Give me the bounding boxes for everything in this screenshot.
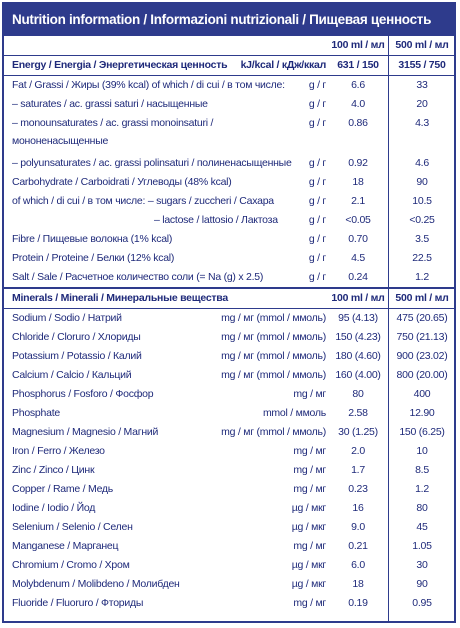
nutrient-name: Carbohydrate / Carboidrati / Углеводы (48% kcal): [12, 176, 232, 188]
value-500ml: 8.5: [415, 464, 429, 476]
value-100ml: 180 (4.60): [335, 350, 381, 362]
nutrient-name: – saturates / ac. grassi saturi / насыщенные: [12, 98, 208, 110]
nutrient-name: Iodine / Iodio / Йод: [12, 502, 96, 514]
table-row: [4, 575, 454, 594]
value-500ml: 33: [416, 79, 428, 91]
energy-table: [4, 56, 454, 287]
nutrient-unit: mg / мг: [293, 483, 326, 495]
value-500ml: 475 (20.65): [396, 312, 448, 324]
value-100ml: 0.70: [348, 233, 368, 245]
value-100ml: 0.19: [348, 597, 368, 609]
value-100ml: 2.0: [351, 445, 365, 457]
table-row: [4, 556, 454, 575]
nutrient-unit: g / г: [308, 157, 326, 169]
value-100ml: 2.58: [348, 407, 368, 419]
value-500ml: 10.5: [412, 195, 432, 207]
table-row: [4, 76, 454, 95]
value-100ml: 0.21: [348, 540, 368, 552]
nutrient-unit: µg / мкг: [291, 559, 326, 571]
value-100ml: 6.0: [351, 559, 365, 571]
value-500ml: 90: [416, 176, 428, 188]
value-100ml: 6.6: [351, 79, 365, 91]
nutrient-name: Phosphate: [12, 407, 60, 419]
nutrient-unit: mg / мг: [293, 464, 326, 476]
column-divider: [388, 36, 389, 621]
value-100ml: 0.92: [348, 157, 368, 169]
nutrient-name: Sodium / Sodio / Натрий: [12, 312, 122, 324]
table-row: [4, 461, 454, 480]
nutrient-unit: mg / мг: [293, 388, 326, 400]
value-100ml: 4.0: [351, 98, 365, 110]
nutrient-name: Zinc / Zinco / Цинк: [12, 464, 95, 476]
value-500ml: 1.05: [412, 540, 432, 552]
nutrient-name: Fibre / Пищевые волокна (1% kcal): [12, 233, 173, 245]
value-100ml: 631 / 150: [337, 59, 379, 71]
value-100ml: 18: [352, 176, 364, 188]
value-500ml: 30: [416, 559, 428, 571]
nutrient-name: Magnesium / Magnesio / Магний: [12, 426, 159, 438]
nutrient-unit: g / г: [308, 252, 326, 264]
value-500ml: 750 (21.13): [396, 331, 448, 343]
nutrient-unit: g / г: [308, 176, 326, 188]
nutrient-name: – lactose / lattosio / Лактоза: [154, 214, 278, 226]
nutrient-unit: mg / мг: [293, 445, 326, 457]
value-100ml: 95 (4.13): [338, 312, 378, 324]
nutrient-name: Manganese / Марганец: [12, 540, 119, 552]
value-500ml: 3.5: [415, 233, 429, 245]
value-500ml: 22.5: [412, 252, 432, 264]
value-500ml: <0.25: [409, 214, 435, 226]
nutrient-name: – monounsaturates / ac. grassi monoinsaturi / мононенасыщенные: [12, 117, 214, 147]
table-row: [4, 154, 454, 173]
value-100ml: 18: [352, 578, 364, 590]
nutrient-name: Chromium / Cromo / Хром: [12, 559, 130, 571]
value-500ml: 400: [413, 388, 431, 400]
table-row: [4, 518, 454, 537]
nutrient-name: Molybdenum / Molibdeno / Молибден: [12, 578, 180, 590]
panel-title: Nutrition information / Informazioni nutrizionali / Пищевая ценность: [4, 4, 454, 36]
nutrient-unit: g / г: [308, 214, 326, 226]
minerals-col1-header: 100 ml / мл: [331, 292, 385, 304]
table-row: [4, 347, 454, 366]
value-100ml: 0.24: [348, 271, 368, 283]
table-row: [4, 385, 454, 404]
table-row: [4, 56, 454, 76]
nutrient-name: Fluoride / Fluoruro / Фториды: [12, 597, 144, 609]
table-row: [4, 594, 454, 613]
value-500ml: 800 (20.00): [396, 369, 448, 381]
value-500ml: 150 (6.25): [399, 426, 445, 438]
value-500ml: 90: [416, 578, 428, 590]
nutrient-name: Chloride / Cloruro / Хлориды: [12, 331, 141, 343]
table-row: [4, 230, 454, 249]
nutrient-name: of which / di cui / в том числе: – sugars / zuccheri / Сахара: [12, 195, 274, 207]
nutrient-unit: µg / мкг: [291, 521, 326, 533]
table-row: [4, 423, 454, 442]
value-100ml: 16: [352, 502, 364, 514]
minerals-header-row: [4, 287, 454, 309]
nutrient-unit: mg / мг (mmol / ммоль): [221, 369, 326, 381]
table-row: [4, 442, 454, 461]
table-row: [4, 328, 454, 347]
value-100ml: 1.7: [351, 464, 365, 476]
value-500ml: 3155 / 750: [398, 59, 446, 71]
value-100ml: 80: [352, 388, 364, 400]
value-500ml: 1.2: [415, 271, 429, 283]
minerals-table: [4, 309, 454, 613]
value-100ml: 9.0: [351, 521, 365, 533]
nutrient-name: Salt / Sale / Расчетное количество соли (= Na (g) x 2.5): [12, 271, 264, 283]
minerals-header: Minerals / Minerali / Минеральные вещества: [12, 292, 228, 304]
energy-col1-header: 100 ml / мл: [331, 39, 385, 51]
nutrient-name: Energy / Energia / Энергетическая ценность: [12, 59, 228, 71]
nutrient-unit: g / г: [308, 195, 326, 207]
value-100ml: 160 (4.00): [335, 369, 381, 381]
table-row: [4, 499, 454, 518]
table-row: [4, 480, 454, 499]
table-row: [4, 404, 454, 423]
table-row: [4, 95, 454, 114]
minerals-col2-header: 500 ml / мл: [395, 292, 449, 304]
value-500ml: 20: [416, 98, 428, 110]
nutrient-name: Selenium / Selenio / Селен: [12, 521, 133, 533]
value-500ml: 4.3: [415, 117, 429, 129]
nutrient-unit: mg / мг (mmol / ммоль): [221, 350, 326, 362]
value-500ml: 0.95: [412, 597, 432, 609]
value-500ml: 4.6: [415, 157, 429, 169]
energy-header-row: [4, 36, 454, 56]
nutrient-name: – polyunsaturates / ac. grassi polinsaturi / полиненасыщенные: [12, 157, 292, 169]
table-row: [4, 173, 454, 192]
nutrient-name: Fat / Grassi / Жиры (39% kcal) of which / di cui / в том числе:: [12, 79, 285, 91]
value-100ml: <0.05: [345, 214, 371, 226]
value-500ml: 1.2: [415, 483, 429, 495]
value-100ml: 30 (1.25): [338, 426, 378, 438]
nutrient-unit: kJ/kcal / кДж/ккал: [240, 59, 326, 71]
nutrient-name: Iron / Ferro / Железо: [12, 445, 105, 457]
nutrient-name: Protein / Proteine / Белки (12% kcal): [12, 252, 175, 264]
value-100ml: 0.86: [348, 117, 368, 129]
nutrient-unit: g / г: [308, 117, 326, 129]
table-row: [4, 249, 454, 268]
table-row: [4, 114, 454, 154]
value-100ml: 4.5: [351, 252, 365, 264]
table-row: [4, 366, 454, 385]
nutrient-unit: mg / мг: [293, 540, 326, 552]
table-row: [4, 268, 454, 287]
nutrient-name: Copper / Rame / Медь: [12, 483, 114, 495]
nutrient-name: Phosphorus / Fosforo / Фосфор: [12, 388, 154, 400]
nutrient-unit: mg / мг (mmol / ммоль): [221, 312, 326, 324]
value-500ml: 45: [416, 521, 428, 533]
value-100ml: 2.1: [351, 195, 365, 207]
value-500ml: 10: [416, 445, 428, 457]
value-100ml: 0.23: [348, 483, 368, 495]
nutrient-unit: g / г: [308, 98, 326, 110]
nutrient-unit: µg / мкг: [291, 502, 326, 514]
nutrient-unit: g / г: [308, 79, 326, 91]
table-row: [4, 192, 454, 211]
table-row: [4, 211, 454, 230]
table-row: [4, 537, 454, 556]
value-100ml: 150 (4.23): [335, 331, 381, 343]
nutrient-unit: g / г: [308, 271, 326, 283]
nutrient-unit: mg / мг (mmol / ммоль): [221, 426, 326, 438]
nutrient-unit: mmol / ммоль: [262, 407, 326, 419]
nutrition-panel: [2, 2, 456, 623]
nutrient-name: Potassium / Potassio / Калий: [12, 350, 142, 362]
nutrient-name: Calcium / Calcio / Кальций: [12, 369, 132, 381]
value-500ml: 80: [416, 502, 428, 514]
nutrient-unit: g / г: [308, 233, 326, 245]
nutrient-unit: mg / мг: [293, 597, 326, 609]
table-row: [4, 309, 454, 328]
value-500ml: 12.90: [409, 407, 435, 419]
value-500ml: 900 (23.02): [396, 350, 448, 362]
nutrient-unit: µg / мкг: [291, 578, 326, 590]
nutrient-unit: mg / мг (mmol / ммоль): [221, 331, 326, 343]
energy-col2-header: 500 ml / мл: [395, 39, 449, 51]
